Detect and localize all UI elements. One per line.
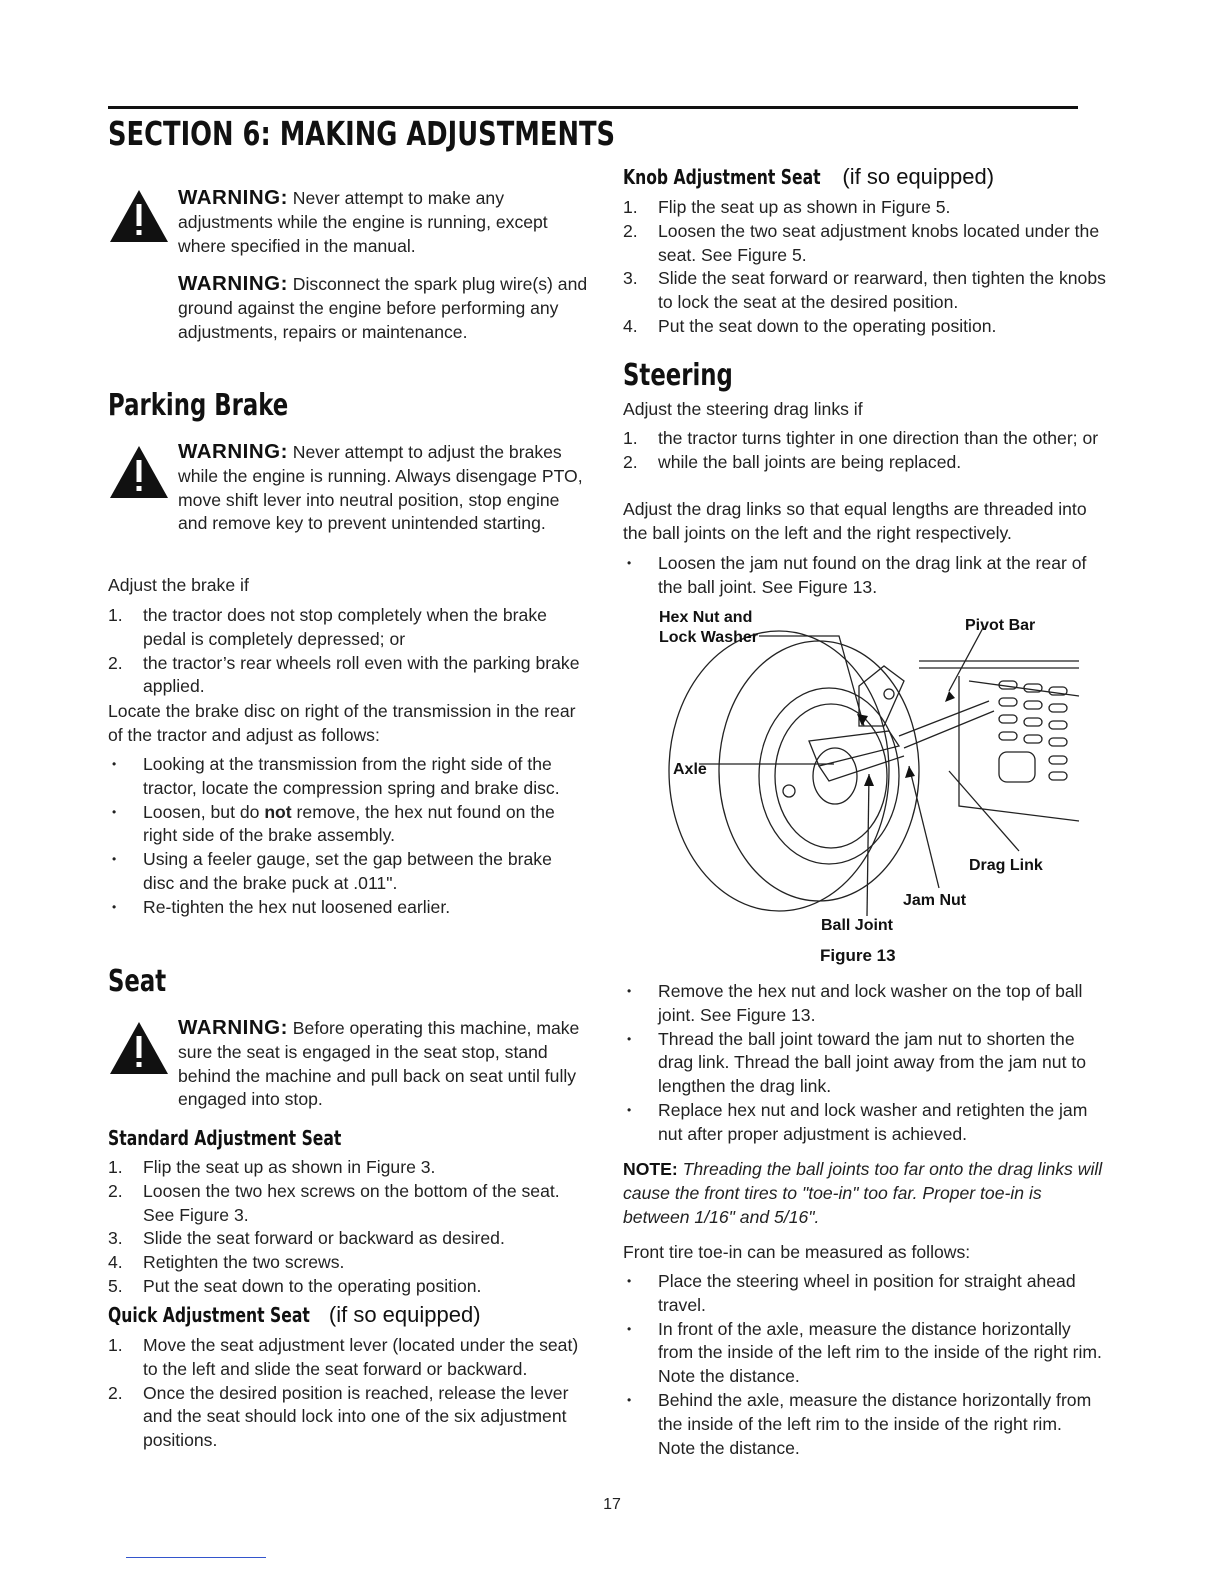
warning-triangle-icon — [108, 1020, 170, 1076]
warning-label: WARNING: — [178, 186, 288, 209]
figure-13-diagram — [659, 606, 1099, 936]
list-item: 1. Flip the seat up as shown in Figure 3. — [108, 1157, 436, 1177]
label-hex-nut: Hex Nut and — [659, 609, 753, 626]
label-drag-link: Drag Link — [969, 857, 1043, 874]
list-item: • Re-tighten the hex nut loosened earlier. — [112, 896, 451, 917]
list-item: • Thread the ball joint toward the jam nut to shorten the drag link. Thread the ball joint away from the jam nut to lengthen the drag link. — [627, 1028, 1087, 1097]
figure-13-caption: Figure 13 — [820, 946, 896, 965]
list-item: 1. the tractor does not stop completely when the brake pedal is completely depressed; or — [108, 605, 547, 649]
section-title: SECTION 6: MAKING ADJUSTMENTS — [108, 114, 616, 153]
warning-label: WARNING: — [178, 272, 288, 295]
list-item: • Loosen the jam nut found on the drag link at the rear of the ball joint. See Figure 13. — [627, 553, 1087, 597]
label-pivot-bar: Pivot Bar — [965, 617, 1036, 634]
label-ball-joint: Ball Joint — [821, 917, 894, 934]
list-item: 2. while the ball joints are being replaced. — [623, 451, 962, 472]
knob-seat-steps — [623, 196, 1108, 339]
quick-seat-steps — [108, 1334, 588, 1453]
label-jam-nut: Jam Nut — [903, 892, 967, 909]
steering-intro: Adjust the steering drag links if — [623, 399, 863, 419]
list-item: 1. the tractor turns tighter in one direction than the other; or — [623, 428, 1099, 448]
list-item: • Replace hex nut and lock washer and retighten the jam nut after proper adjustment is achieved. — [627, 1099, 1088, 1144]
steering-conditions — [623, 427, 1108, 475]
brake-steps — [108, 753, 568, 920]
list-item: • Remove the hex nut and lock washer on the top of ball joint. See Figure 13. — [627, 981, 1083, 1025]
brake-conditions — [108, 604, 588, 699]
list-item: • Looking at the transmission from the right side of the tractor, locate the compression spring and brake disc. — [112, 754, 560, 798]
brake-intro: Adjust the brake if — [108, 575, 249, 595]
brake-locate-text: Locate the brake disc on right of the transmission in the rear of the tractor and adjust as follows: — [108, 701, 576, 745]
warning-triangle-icon — [108, 444, 170, 500]
knob-seat-heading: Knob Adjustment Seat (if so equipped) — [623, 164, 995, 189]
list-item: 4. Put the seat down to the operating position. — [623, 315, 997, 336]
steering-bullet-1 — [623, 552, 1093, 600]
warning-general-2 — [178, 272, 588, 344]
standard-seat-heading: Standard Adjustment Seat — [108, 1126, 342, 1150]
warning-text: Never attempt to adjust the brakes while the engine is running. Always disengage PTO, move shift lever into neutral position, stop engine and remove key to prevent unintended starting. — [178, 442, 583, 534]
toe-in-intro: Front tire toe-in can be measured as follows: — [623, 1242, 971, 1262]
warning-text: Never attempt to make any adjustments while the engine is running, except where specified in the manual. — [178, 188, 548, 256]
note-label: NOTE: — [623, 1159, 678, 1179]
list-item: 1. Flip the seat up as shown in Figure 5. — [623, 197, 951, 217]
warning-text: Disconnect the spark plug wire(s) and ground against the engine before performing any adjustments, repairs or maintenance. — [178, 274, 588, 342]
standard-seat-steps — [108, 1156, 588, 1299]
list-item: 5. Put the seat down to the operating position. — [108, 1275, 482, 1296]
warning-label: WARNING: — [178, 440, 288, 463]
warning-seat-text — [178, 1016, 588, 1112]
warning-label: WARNING: — [178, 1016, 288, 1039]
warning-parking-text — [178, 440, 588, 536]
top-rule — [108, 106, 1078, 109]
warning-text: Before operating this machine, make sure the seat is engaged in the seat stop, stand behind the machine and pull back on seat until fully engaged into stop. — [178, 1018, 580, 1110]
page-number: 17 — [603, 1496, 621, 1513]
steering-adjust-text: Adjust the drag links so that equal lengths are threaded into the ball joints on the left and the right respectively. — [623, 499, 1087, 543]
list-item: • Loosen, but do not remove, the hex nut found on the right side of the brake assembly. — [112, 801, 555, 846]
list-item: • Using a feeler gauge, set the gap between the brake disc and the brake puck at .011". — [112, 849, 552, 893]
warning-triangle-icon — [108, 188, 170, 244]
list-item: 3. Slide the seat forward or rearward, then tighten the knobs to lock the seat at the desired position. — [623, 268, 1106, 313]
note-text: NOTE: Threading the ball joints too far onto the drag links will cause the front tires to "toe-in" too far. Proper toe-in is between 1/16" and 5/16". — [623, 1159, 1103, 1227]
list-item: 1. Move the seat adjustment lever (located under the seat) to the left and slide the seat forward or backward. — [108, 1335, 579, 1379]
seat-heading: Seat — [108, 964, 167, 999]
footer-link-underline[interactable] — [126, 1557, 266, 1558]
parking-brake-heading: Parking Brake — [108, 388, 289, 423]
list-item: 2. Once the desired position is reached, release the lever and the seat should lock into one of the six adjustment positions. — [108, 1382, 569, 1451]
steering-bullets-2 — [623, 980, 1103, 1147]
label-axle: Axle — [673, 761, 707, 778]
steering-heading: Steering — [623, 358, 733, 393]
label-lock-washer: Lock Washer — [659, 629, 758, 646]
list-item: 2. Loosen the two seat adjustment knobs located under the seat. See Figure 5. — [623, 220, 1100, 265]
toe-in-steps — [623, 1270, 1103, 1460]
list-item: • Behind the axle, measure the distance horizontally from the inside of the left rim to the inside of the right rim. Note the distance. — [627, 1389, 1092, 1458]
list-item: • In front of the axle, measure the distance horizontally from the inside of the left rim to the inside of the right rim. Note the distance. — [627, 1318, 1102, 1387]
quick-seat-heading: Quick Adjustment Seat (if so equipped) — [108, 1302, 481, 1327]
list-item: 4. Retighten the two screws. — [108, 1252, 345, 1273]
list-item: • Place the steering wheel in position for straight ahead travel. — [627, 1271, 1076, 1315]
list-item: 3. Slide the seat forward or backward as desired. — [108, 1228, 505, 1249]
list-item: 2. Loosen the two hex screws on the bottom of the seat. See Figure 3. — [108, 1180, 560, 1225]
warning-general-1 — [178, 186, 588, 258]
list-item: 2. the tractor’s rear wheels roll even with the parking brake applied. — [108, 652, 580, 697]
